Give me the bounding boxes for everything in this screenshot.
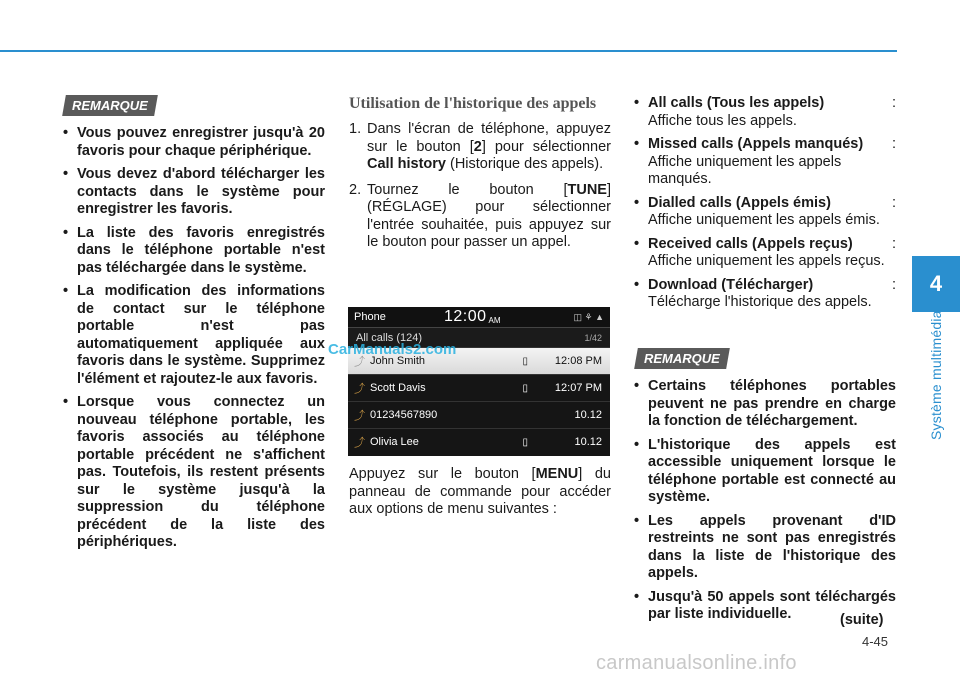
menu-option: • Missed calls (Appels manqués) : Affiche uniquement les appels manqués. bbox=[632, 136, 896, 189]
menu-paragraph bbox=[349, 466, 611, 519]
step-text: (Historique des appels). bbox=[445, 156, 604, 172]
option-description: Affiche uniquement les appels reçus. bbox=[648, 253, 885, 269]
right-column bbox=[632, 95, 896, 318]
mobile-phone-icon: ▯ bbox=[522, 382, 528, 394]
option-description: Affiche uniquement les appels manqués. bbox=[648, 153, 842, 187]
right-notes bbox=[632, 378, 896, 630]
mobile-phone-icon: ▯ bbox=[522, 436, 528, 448]
clock: 12:00 bbox=[444, 308, 487, 325]
key-label: MENU bbox=[535, 466, 579, 482]
left-column bbox=[61, 125, 325, 558]
section-heading: Utilisation de l'historique des appels bbox=[349, 95, 597, 112]
note-item: • Vous pouvez enregistrer jusqu'à 20 favoris pour chaque périphérique. bbox=[61, 125, 325, 160]
menu-option: • Download (Télécharger) : Télécharge l'historique des appels. bbox=[632, 277, 896, 312]
step-item bbox=[349, 182, 611, 252]
step-text: Tournez le bouton [ bbox=[367, 181, 568, 198]
note-item: • Jusqu'à 50 appels sont téléchargés par liste individuelle. bbox=[632, 589, 896, 624]
key-label: TUNE bbox=[567, 181, 607, 198]
option-description: Affiche tous les appels. bbox=[648, 112, 797, 129]
menu-options-list bbox=[632, 95, 896, 312]
call-row[interactable] bbox=[348, 401, 610, 428]
remarque-badge-right: REMARQUE bbox=[634, 348, 730, 369]
call-time: 12:07 PM bbox=[554, 382, 602, 394]
menu-option: • All calls (Tous les appels) : Affiche tous les appels. bbox=[632, 95, 896, 130]
step-number: 1. bbox=[349, 121, 362, 137]
note-item: • L'historique des appels est accessible uniquement lorsque le téléphone portable est connecté au système. bbox=[632, 437, 896, 507]
call-time: 12:08 PM bbox=[554, 355, 602, 367]
screen-title: Phone bbox=[354, 311, 386, 323]
right-notes-list bbox=[632, 378, 896, 624]
option-description: Affiche uniquement les appels émis. bbox=[648, 212, 880, 228]
remarque-badge-left: REMARQUE bbox=[62, 95, 158, 116]
clock-ampm: AM bbox=[488, 315, 501, 325]
mobile-phone-icon: ▯ bbox=[522, 355, 528, 367]
incoming-call-icon: ⤴ bbox=[354, 383, 365, 395]
continued-label: (suite) bbox=[840, 612, 884, 628]
paragraph-text: Appuyez sur le bouton [MENU] du panneau de commande pour accéder aux options de menu suivantes : bbox=[349, 466, 612, 517]
step-text: ] (RÉGLAGE) pour sélectionner l'entrée souhaitée, puis appuyez sur le bouton pour passer un appel. bbox=[367, 181, 611, 250]
call-name: Scott Davis bbox=[370, 382, 426, 394]
call-time: 10.12 bbox=[574, 409, 602, 421]
option-description: Télécharge l'historique des appels. bbox=[648, 294, 872, 310]
menu-option: • Received calls (Appels reçus) : Affiche uniquement les appels reçus. bbox=[632, 236, 896, 271]
note-item: • Lorsque vous connectez un nouveau téléphone portable, les favoris associés au téléphone portable précédent ne s'affichent pas. Toutefois, ils restent présents sur le système jusqu'à la suppression du téléphone précédent de la liste des périphériques. bbox=[61, 394, 325, 552]
incoming-call-icon: ⤴ bbox=[354, 356, 365, 368]
outgoing-call-icon: ⤴ bbox=[354, 437, 365, 449]
key-label: 2 bbox=[473, 138, 482, 155]
option-label: • Received calls (Appels reçus) bbox=[648, 235, 853, 252]
chapter-number: 4 bbox=[929, 271, 943, 296]
step-text: ] pour sélectionner bbox=[481, 138, 611, 155]
option-label: • Download (Télécharger) bbox=[648, 276, 814, 293]
menu-label: Call history bbox=[367, 156, 446, 172]
menu-option: • Dialled calls (Appels émis) : Affiche uniquement les appels émis. bbox=[632, 195, 896, 230]
note-item: • Certains téléphones portables peuvent ne pas prendre en charge la fonction de téléchargement. bbox=[632, 378, 896, 431]
note-item: • Vous devez d'abord télécharger les contacts dans le système pour enregistrer les favoris. bbox=[61, 166, 325, 219]
step-text: Dans l'écran de téléphone, appuyez sur le bouton [ bbox=[367, 121, 611, 155]
step-item bbox=[349, 121, 611, 174]
screen-status-bar bbox=[348, 307, 610, 328]
option-label: • Missed calls (Appels manqués) bbox=[648, 136, 864, 152]
chapter-number-tab bbox=[912, 256, 960, 312]
call-time: 10.12 bbox=[574, 436, 602, 448]
status-icons: ◫ ⚘ ▲ bbox=[573, 311, 604, 322]
option-label: • Dialled calls (Appels émis) bbox=[648, 194, 831, 211]
note-item: • La modification des informations de contact sur le téléphone portable n'est pas automatiquement appliquée aux favoris dans le système. Supprimez l'élément et rajoutez-le aux favoris. bbox=[61, 283, 325, 388]
steps-list bbox=[349, 121, 611, 252]
call-name: John Smith bbox=[370, 355, 426, 367]
call-row[interactable] bbox=[348, 428, 610, 455]
note-item: • La liste des favoris enregistrés dans le téléphone portable n'est pas téléchargée dans le système. bbox=[61, 225, 325, 278]
page-number: 4-45 bbox=[862, 634, 889, 649]
note-item: • Les appels provenant d'ID restreints ne sont pas enregistrés dans la liste de l'historique des appels. bbox=[632, 513, 896, 583]
phone-screen bbox=[348, 307, 610, 456]
call-name: Olivia Lee bbox=[370, 436, 419, 448]
watermark-overlay: CarManuals2.com bbox=[328, 341, 457, 358]
top-rule bbox=[0, 50, 897, 52]
step-number: 2. bbox=[349, 181, 362, 198]
footer-watermark: carmanualsonline.info bbox=[596, 652, 797, 674]
page-indicator: 1/42 bbox=[584, 332, 602, 343]
option-label: • All calls (Tous les appels) bbox=[648, 95, 825, 111]
call-name: 01234567890 bbox=[370, 409, 438, 421]
call-row[interactable] bbox=[348, 374, 610, 401]
outgoing-call-icon: ⤴ bbox=[354, 410, 365, 422]
chapter-title-text: Système multimédia bbox=[928, 310, 944, 440]
left-notes-list bbox=[61, 125, 325, 552]
middle-column bbox=[349, 95, 611, 260]
list-title: All calls (124) bbox=[356, 331, 423, 344]
